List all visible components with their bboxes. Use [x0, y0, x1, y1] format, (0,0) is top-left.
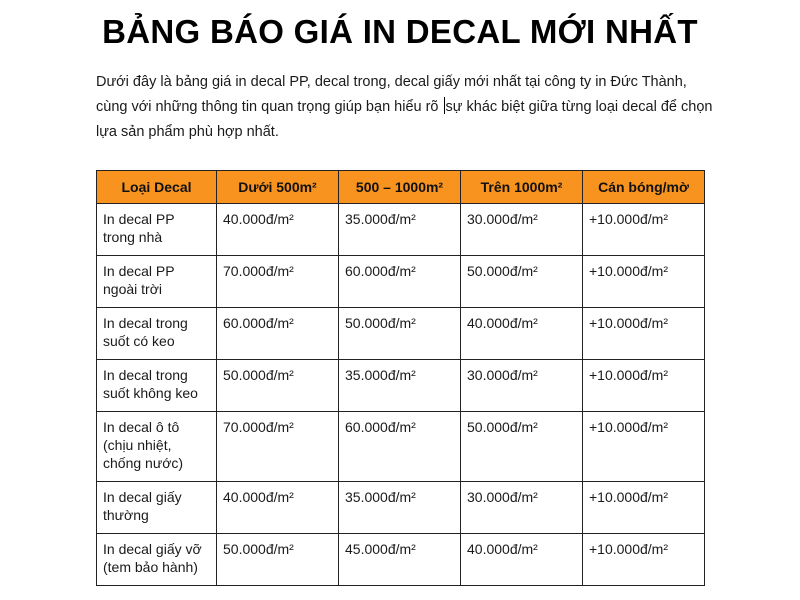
- cell-price-under-500: 40.000đ/m²: [217, 204, 339, 256]
- text-cursor: [444, 97, 445, 114]
- cell-price-over-1000: 50.000đ/m²: [461, 412, 583, 482]
- cell-decal-type: In decal trong suốt không keo: [97, 360, 217, 412]
- cell-price-500-1000: 50.000đ/m²: [339, 308, 461, 360]
- cell-price-under-500: 60.000đ/m²: [217, 308, 339, 360]
- cell-price-500-1000: 35.000đ/m²: [339, 360, 461, 412]
- table-row: [97, 360, 705, 412]
- cell-lamination-price: +10.000đ/m²: [583, 482, 705, 534]
- intro-paragraph: [96, 70, 716, 145]
- header-under-500: Dưới 500m²: [217, 171, 339, 204]
- table-row: [97, 412, 705, 482]
- cell-lamination-price: +10.000đ/m²: [583, 204, 705, 256]
- header-500-1000: 500 – 1000m²: [339, 171, 461, 204]
- cell-price-over-1000: 40.000đ/m²: [461, 534, 583, 586]
- cell-lamination-price: +10.000đ/m²: [583, 256, 705, 308]
- table-row: [97, 534, 705, 586]
- cell-decal-type: In decal trong suốt có keo: [97, 308, 217, 360]
- cell-decal-type: In decal PP trong nhà: [97, 204, 217, 256]
- header-decal-type: Loại Decal: [97, 171, 217, 204]
- cell-price-under-500: 50.000đ/m²: [217, 360, 339, 412]
- cell-decal-type: In decal giấy thường: [97, 482, 217, 534]
- cell-lamination-price: +10.000đ/m²: [583, 308, 705, 360]
- cell-lamination-price: +10.000đ/m²: [583, 412, 705, 482]
- table-row: [97, 204, 705, 256]
- cell-price-over-1000: 30.000đ/m²: [461, 204, 583, 256]
- intro-text-part-2: sự khác biệt giữa từng loại decal để chọn lựa sản phẩm phù hợp nhất.: [96, 99, 713, 140]
- cell-price-under-500: 70.000đ/m²: [217, 256, 339, 308]
- table-row: [97, 482, 705, 534]
- price-table: [96, 170, 705, 586]
- cell-lamination-price: +10.000đ/m²: [583, 360, 705, 412]
- header-over-1000: Trên 1000m²: [461, 171, 583, 204]
- cell-price-under-500: 70.000đ/m²: [217, 412, 339, 482]
- cell-price-500-1000: 35.000đ/m²: [339, 204, 461, 256]
- cell-price-500-1000: 60.000đ/m²: [339, 412, 461, 482]
- cell-price-over-1000: 50.000đ/m²: [461, 256, 583, 308]
- cell-decal-type: In decal PP ngoài trời: [97, 256, 217, 308]
- cell-price-over-1000: 40.000đ/m²: [461, 308, 583, 360]
- cell-decal-type: In decal ô tô (chịu nhiệt, chống nước): [97, 412, 217, 482]
- cell-price-500-1000: 45.000đ/m²: [339, 534, 461, 586]
- cell-price-over-1000: 30.000đ/m²: [461, 360, 583, 412]
- cell-lamination-price: +10.000đ/m²: [583, 534, 705, 586]
- cell-price-500-1000: 35.000đ/m²: [339, 482, 461, 534]
- cell-decal-type: In decal giấy vỡ (tem bảo hành): [97, 534, 217, 586]
- cell-price-500-1000: 60.000đ/m²: [339, 256, 461, 308]
- table-header-row: [97, 171, 705, 204]
- header-lamination: Cán bóng/mờ: [583, 171, 705, 204]
- cell-price-under-500: 50.000đ/m²: [217, 534, 339, 586]
- intro-text-part-1: Dưới đây là bảng giá in decal PP, decal trong, decal giấy mới nhất tại công ty in Đức Thành, cùng với những thông tin quan trọng giúp bạn hiểu rõ: [96, 74, 687, 115]
- table-row: [97, 308, 705, 360]
- table-row: [97, 256, 705, 308]
- cell-price-under-500: 40.000đ/m²: [217, 482, 339, 534]
- page-title: BẢNG BÁO GIÁ IN DECAL MỚI NHẤT: [102, 13, 698, 50]
- cell-price-over-1000: 30.000đ/m²: [461, 482, 583, 534]
